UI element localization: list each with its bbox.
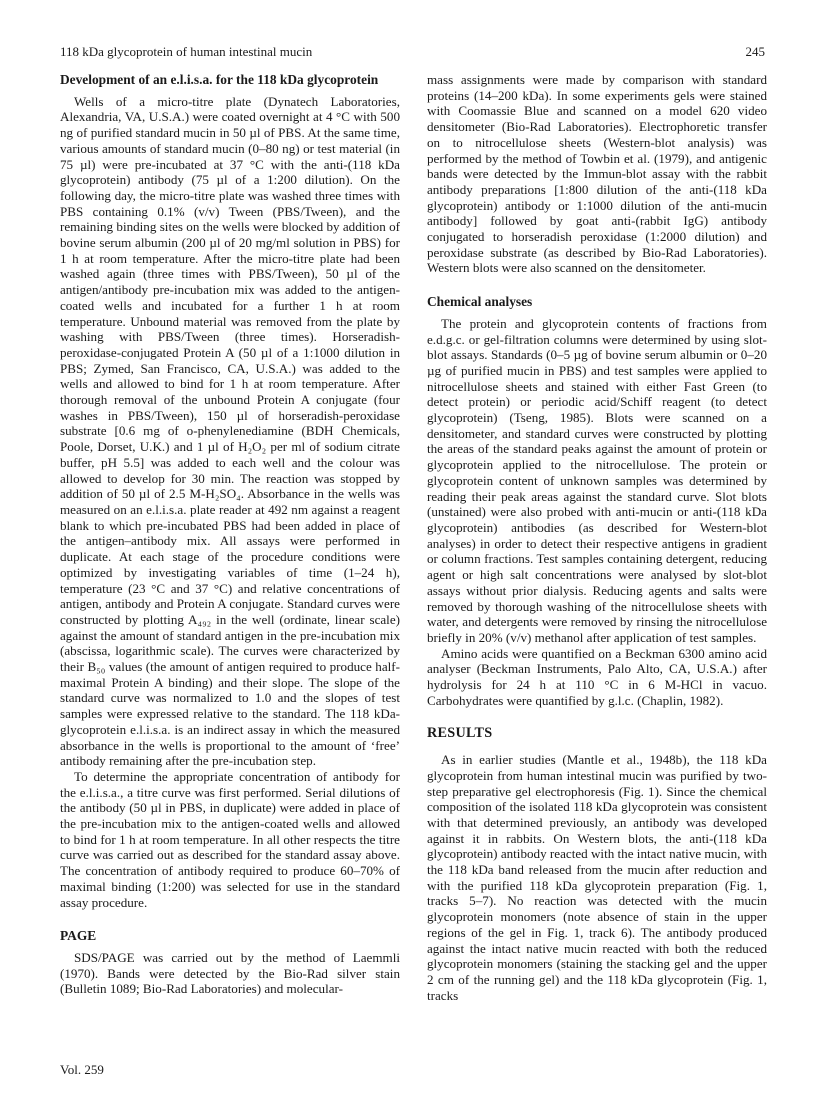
paragraph-elisa-method: Wells of a micro-titre plate (Dynatech Laboratories, Alexandria, VA, U.S.A.) were coated overnight at 4 °C with 500 ng of purified standard mucin in 50 µl of PBS. At the same time, various amounts of standard mucin (0–80 ng) or test material (in 75 µl) were pre-incubated at 37 °C with the anti-(118 kDa glycoprotein) antibody (75 µl of a 1:200 dilution). On the following day, the micro-titre plate was washed three times with PBS containing 0.1% (v/v) Tween (PBS/Tween), and the remaining binding sites on the wells were blocked by addition of bovine serum albumin (200 µl of 20 mg/ml solution in PBS) for 1 h at room temperature. After the micro-titre plate had been washed again (three times with PBS/Tween), 50 µl of the antigen/antibody pre-incubation mix was added to the antigen-coated wells and incubated for a further 1 h at room temperature. Unbound material was removed from the plate by washing with PBS/Tween (three times). Horseradish-peroxidase-conjugated Protein A (50 µl of a 1:1000 dilution in PBS; Zymed, San Francisco, CA, U.S.A.) was added to the wells and allowed to bind for 1 h at room temperature. After thorough removal of the unbound Protein A conjugate (four washes in PBS/Tween), 150 µl of horseradish-peroxidase substrate [0.6 mg of o-phenylenediamine (BDH Chemicals, Poole, Dorset, U.K.) and 1 µl of H₂O₂ per ml of sodium citrate buffer, pH 5.5] was added to each well and the colour was allowed to develop for 30 min. The reaction was stopped by addition of 50 µl of 2.5 M-H₂SO₄. Absorbance in the wells was measured on an e.l.i.s.a. plate reader at 492 nm against a reagent blank to which pre-incubated PBS had been added in place of the antigen–antibody mix. All assays were performed in duplicate. At each stage of the procedure conditions were optimized by investigating variables of time (1–24 h), temperature (23 °C and 37 °C) and relative concentrations of antigen, antibody and Protein A conjugate. Standard curves were constructed by plotting A₄₉₂ in the well (ordinate, linear scale) against the amount of standard antigen in the pre-incubation mix (abscissa, logarithmic scale). The curves were characterized by their B₅₀ values (the amount of antigen required to produce half-maximal Protein A binding) and their slope. The slope of the standard curve was normalized to 1.0 and the slopes of test samples were expressed relative to the standard. The 118 kDa-glycoprotein e.l.i.s.a. is an indirect assay in which the measured absorbance in the wells is proportional to the amount of ‘free’ antibody remaining after the pre-incubation step. bbox=[60, 93, 400, 769]
page-number: 245 bbox=[745, 44, 765, 59]
paragraph-western-blot: mass assignments were made by comparison with standard proteins (14–200 kDa). In some experiments gels were stained with Coomassie Blue and scanned on a model 620 video densitometer (Bio-Rad Laboratories). Electrophoretic transfer on to nitrocellulose sheets (Western-blot analysis) was performed by the method of Towbin et al. (1979), and antigenic bands were detected by the Immun-blot assay with the rabbit antibody preparations [1:800 dilution of the anti-(118 kDa glycoprotein) antibody or 1:1000 dilution of the anti-mucin antibody] followed by goat anti-(rabbit IgG) antibody conjugated to horseradish peroxidase (1:2000 dilution) and peroxidase substrate (as described by Bio-Rad Laboratories). Western blots were also scanned on the densitometer. bbox=[427, 72, 767, 276]
paragraph-sds-page: SDS/PAGE was carried out by the method of Laemmli (1970). Bands were detected by the Bio-Rad silver stain (Bulletin 1089; Bio-Rad Laboratories) and molecular- bbox=[60, 949, 400, 997]
paragraph-slot-blot: The protein and glycoprotein contents of fractions from e.d.g.c. or gel-filtration columns were determined by using slot-blot assays. Standards (0–5 µg of bovine serum albumin or 0–20 µg of purified mucin in PBS) and test samples were applied to nitrocellulose sheets and stained with either Fast Green (to detect protein) or periodic acid/Schiff reagent (to detect glycoprotein) (Tseng, 1985). Blots were scanned on a densitometer, and standard curves were constructed by plotting the areas of the standard peaks against the amount of protein or glycoprotein applied to the nitrocellulose. The protein or glycoprotein content of unknown samples was determined by reading their peak areas against the standard curve. Slot blots (unstained) were also probed with anti-mucin or anti-(118 kDa glycoprotein) antibodies (as described for Western-blot analyses) in order to detect their respective antigens in gradient or column fractions. Test samples containing detergent, reducing agent or high salt concentrations were analysed by slot-blot assays without prior dialysis. Reducing agents and salts were removed by thorough washing of the nitrocellulose sheets with water, and detergents were removed by rinsing the nitrocellulose briefly in 20% (v/v) methanol after application of test samples. bbox=[427, 315, 767, 645]
running-title: 118 kDa glycoprotein of human intestinal mucin bbox=[60, 44, 313, 59]
paragraph-titre-curve: To determine the appropriate concentration of antibody for the e.l.i.s.a., a titre curve was first performed. Serial dilutions of the antibody (50 µl in PBS, in duplicate) were added in place of the pre-incubation mix to the antigen-coated wells and allowed to bind for 1 h at room temperature. In all other respects the titre curve was carried out as described for the standard assay above. The concentration of antibody required to produce 60–70% of maximal binding (1:200) was selected for use in the standard assay procedure. bbox=[60, 768, 400, 910]
section-heading-page: PAGE bbox=[60, 928, 97, 944]
section-heading-chemical: Chemical analyses bbox=[427, 294, 533, 310]
section-heading-elisa: Development of an e.l.i.s.a. for the 118 kDa glycoprotein bbox=[60, 72, 379, 87]
volume-footer: Vol. 259 bbox=[60, 1062, 104, 1077]
right-column bbox=[427, 72, 767, 1003]
left-column bbox=[60, 72, 400, 997]
paragraph-results: As in earlier studies (Mantle et al., 1948b), the 118 kDa glycoprotein from human intestinal mucin was purified by two-step preparative gel electrophoresis (Fig. 1). Since the chemical composition of the isolated 118 kDa glycoprotein was consistent with that determined previously, an antibody was developed against it in rabbits. On Western blots, the anti-(118 kDa glycoprotein) antibody reacted with the intact native mucin, with the 118 kDa band released from the mucin after reduction and with the purified 118 kDa glycoprotein preparation (Fig. 1, tracks 5–7). No reaction was detected with the mucin glycoprotein monomers (note absence of stain in the upper regions of the gel in Fig. 1, track 6). The antibody produced against the intact native mucin reacted with both the reduced glycoprotein monomers (staining the stacking gel and the upper 2 cm of the running gel) and the 118 kDa glycoprotein (Fig. 1, tracks bbox=[427, 752, 767, 1003]
section-heading-results: RESULTS bbox=[427, 725, 493, 742]
paragraph-amino-acids: Amino acids were quantified on a Beckman 6300 amino acid analyser (Beckman Instruments, Palo Alto, CA, U.S.A.) after hydrolysis for 24 h at 110 °C in 6 M-HCl in vacuo. Carbohydrates were quantified by g.l.c. (Chaplin, 1982). bbox=[427, 645, 767, 708]
